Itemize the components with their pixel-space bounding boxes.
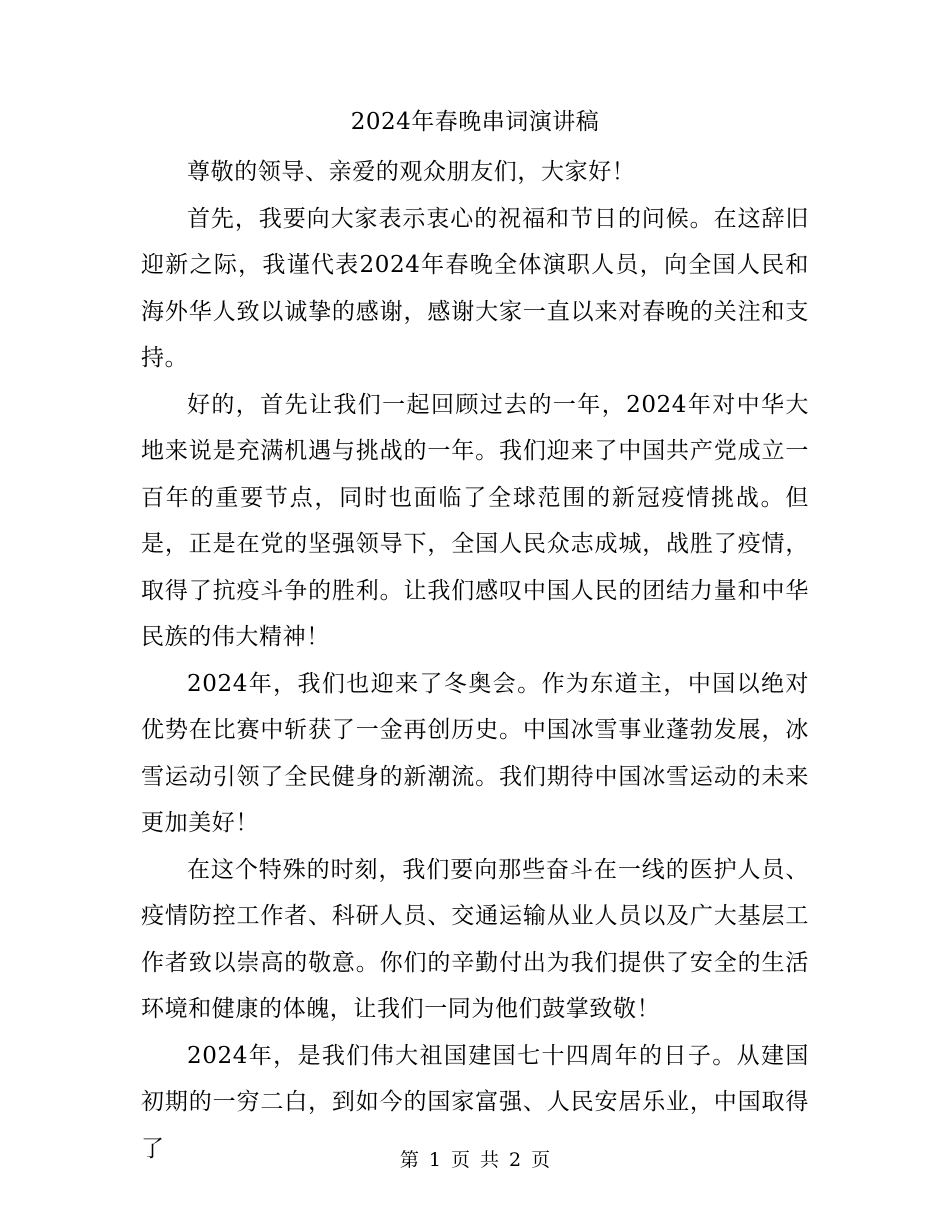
- paragraph-greeting: 尊敬的领导、亲爱的观众朋友们，大家好！: [187, 159, 636, 185]
- document-body: [141, 149, 809, 1172]
- paragraph-greetings-thanks: 首先，我要向大家表示衷心的祝福和节日的问候。在这辞旧迎新之际，我谨代表2024年春晚全体演职人员，向全国人民和海外华人致以诚挚的感谢，感谢大家一直以来对春晚的关注和支持。: [141, 205, 809, 371]
- paragraph-anniversary: 2024年，是我们伟大祖国建国七十四周年的日子。从建国初期的一穷二白，到如今的国家富强、人民安居乐业，中国取得了: [141, 1042, 809, 1162]
- document-title: 2024年春晚串词演讲稿: [350, 109, 600, 135]
- paragraph-tribute: 在这个特殊的时刻，我们要向那些奋斗在一线的医护人员、疫情防控工作者、科研人员、交通运输从业人员以及广大基层工作者致以崇高的敬意。你们的辛勤付出为我们提供了安全的生活环境和健康的体魄，让我们一同为他们鼓掌致敬！: [141, 856, 809, 1022]
- page-number-footer: 第 1 页 共 2 页: [399, 1149, 551, 1171]
- paragraph-year-review: 好的，首先让我们一起回顾过去的一年，2024年对中华大地来说是充满机遇与挑战的一年。我们迎来了中国共产党成立一百年的重要节点，同时也面临了全球范围的新冠疫情挑战。但是，正是在党的坚强领导下，全国人民众志成城，战胜了疫情，取得了抗疫斗争的胜利。让我们感叹中国人民的团结力量和中华民族的伟大精神！: [141, 391, 809, 650]
- paragraph-winter-olympics: 2024年，我们也迎来了冬奥会。作为东道主，中国以绝对优势在比赛中斩获了一金再创历史。中国冰雪事业蓬勃发展，冰雪运动引领了全民健身的新潮流。我们期待中国冰雪运动的未来更加美好！: [141, 670, 809, 836]
